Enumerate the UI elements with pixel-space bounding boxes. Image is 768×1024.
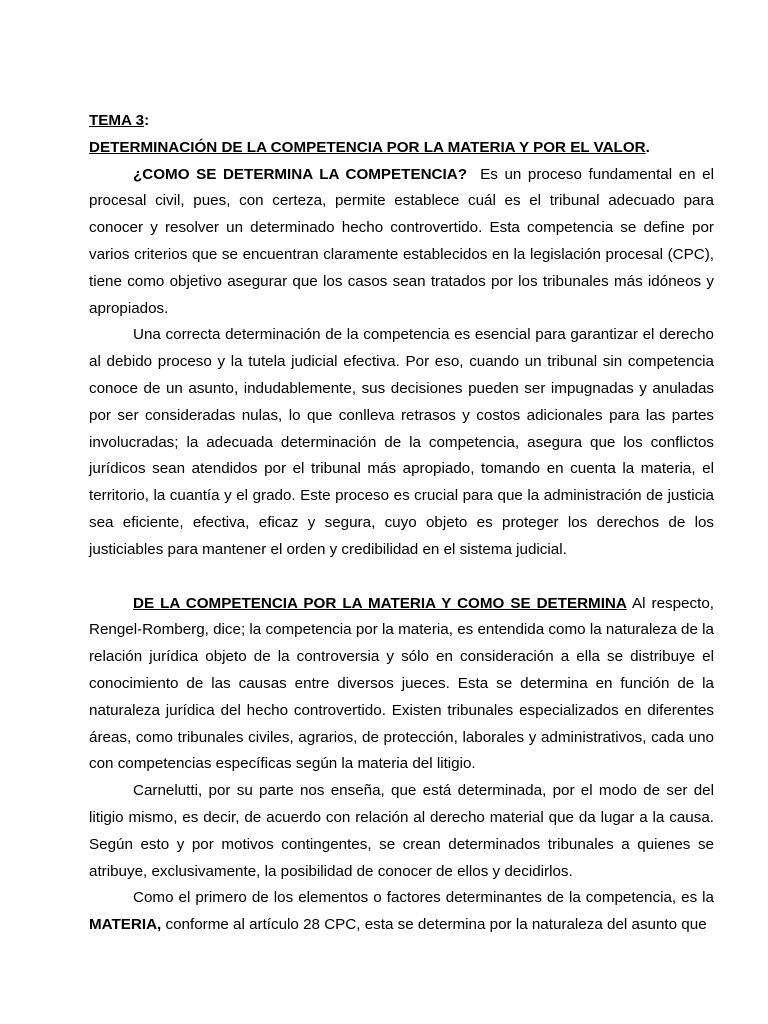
paragraph-how-determined: ¿COMO SE DETERMINA LA COMPETENCIA? Es un proceso fundamental en el procesal civil, pues, con certeza, permite establece cuál es el tribunal adecuado para conocer y resolver un determinado hecho controvertido. Esta competencia se define por varios criterios que se encuentran claramente establecidos en la legislación procesal (CPC), tiene como objetivo asegurar que los casos sean tratados por los tribunales más idóneos y apropiados. <box>89 165 719 317</box>
paragraph-carnelutti: Carnelutti, por su parte nos enseña, que está determinada, por el modo de ser del litigio mismo, es decir, de acuerdo con relación al derecho material que da lugar a la causa. Según esto y por motivos contingentes, se crean determinados tribunales a quienes se atribuye, exclusivamente, la posibilidad de conocer de ellos y decidirlos. <box>89 782 714 880</box>
materia-term: MATERIA, <box>89 916 162 934</box>
paragraph-materia: Como el primero de los elementos o factores determinantes de la competencia, es la MATERIA, conforme al artículo 28 CPC, esta se determina por la naturaleza del asunto que <box>89 889 714 934</box>
document-title-text: DETERMINACIÓN DE LA COMPETENCIA POR LA MATERIA Y POR EL VALOR <box>89 138 646 156</box>
section-spacer <box>89 564 714 591</box>
topic-label: TEMA 3: <box>89 112 150 129</box>
topic-number: TEMA 3 <box>89 112 145 129</box>
question-heading: ¿COMO SE DETERMINA LA COMPETENCIA? <box>133 165 467 183</box>
paragraph-competence-by-subject: DE LA COMPETENCIA POR LA MATERIA Y COMO SE DETERMINA Al respecto, Rengel-Romberg, dice; la competencia por la materia, es entendida como la naturaleza de la relación jurídica objeto de la controversia y sólo en consideración a ella se distribuye el conocimiento de las causas entre diversos jueces. Esta se determina en función de la naturaleza jurídica del hecho controvertido. Existen tribunales especializados en diferentes áreas, como tribunales civiles, agrarios, de protección, laborales y administrativos, cada uno con competencias específicas según la materia del litigio. <box>89 594 714 773</box>
paragraph-correct-determination: Una correcta determinación de la competencia es esencial para garantizar el derecho al debido proceso y la tutela judicial efectiva. Por eso, cuando un tribunal sin competencia conoce de un asunto, indudablemente, sus decisiones pueden ser impugnadas y anuladas por ser consideradas nulas, lo que conlleva retrasos y costos adicionales para las partes involucradas; la adecuada determinación de la competencia, asegura que los conflictos jurídicos sean atendidos por el tribunal más apropiado, tomando en cuenta la materia, el territorio, la cuantía y el grado. Este proceso es crucial para que la administración de justicia sea eficiente, efectiva, eficaz y segura, cuyo objeto es proteger los derechos de los justiciables para mantener el orden y credibilidad en el sistema judicial. <box>89 326 714 558</box>
document-body <box>89 108 719 939</box>
document-title: DETERMINACIÓN DE LA COMPETENCIA POR LA MATERIA Y POR EL VALOR. <box>89 138 650 156</box>
section-heading: DE LA COMPETENCIA POR LA MATERIA Y COMO SE DETERMINA <box>133 594 627 612</box>
